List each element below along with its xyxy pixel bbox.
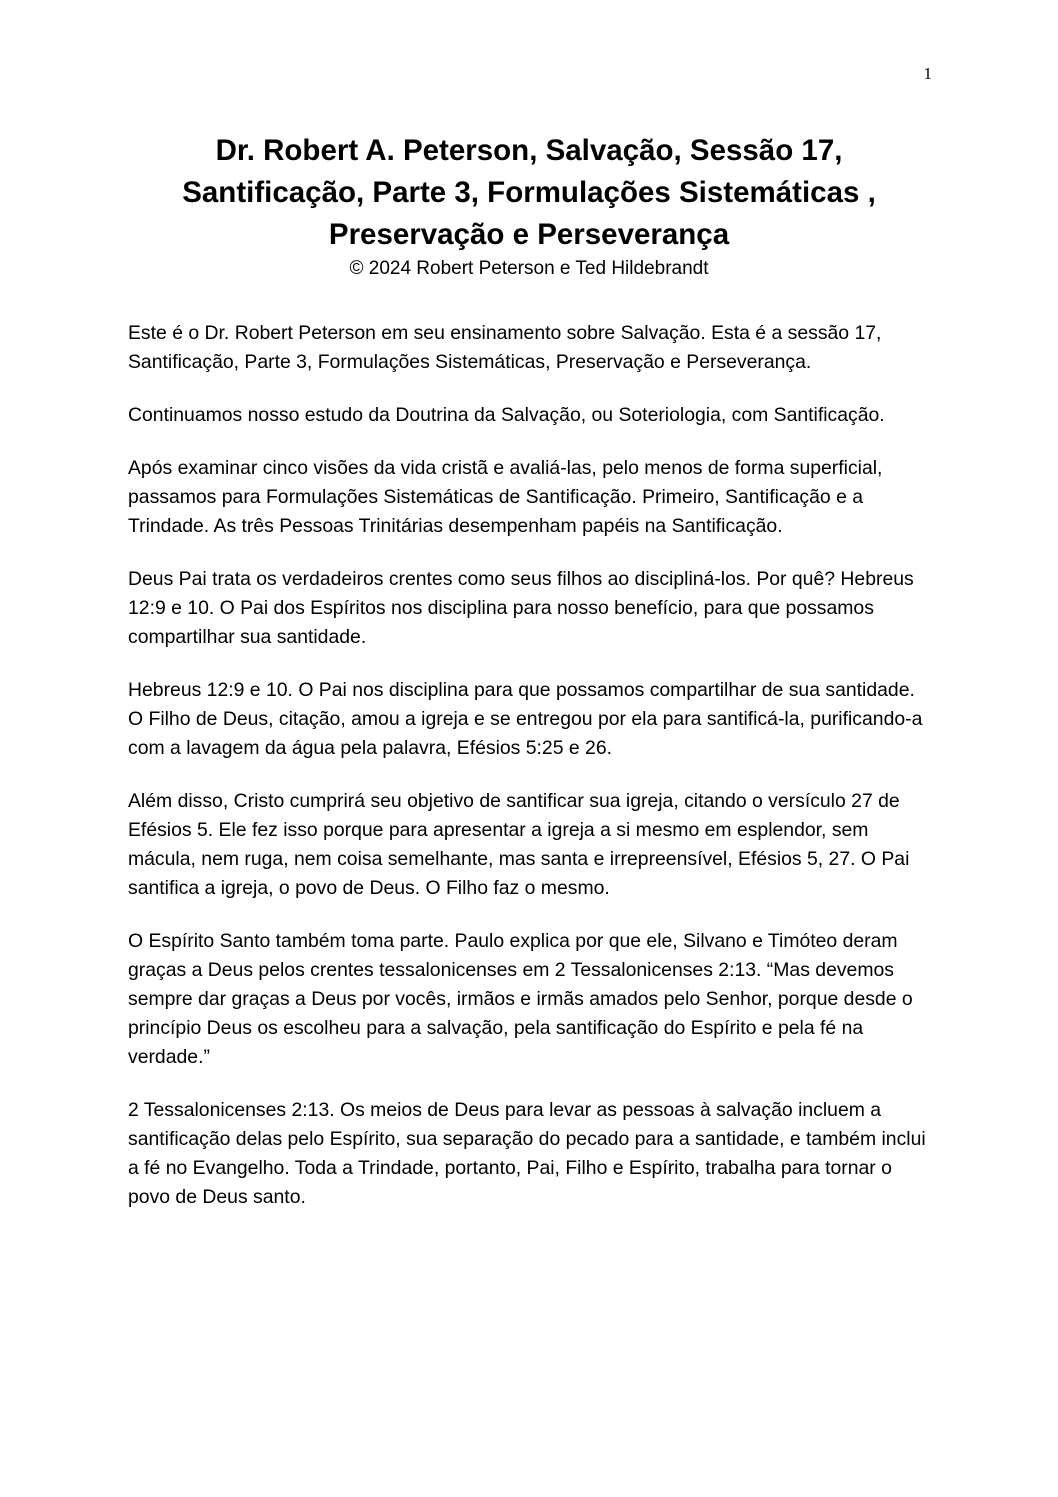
copyright-line: © 2024 Robert Peterson e Ted Hildebrandt	[349, 258, 709, 279]
paragraph: Continuamos nosso estudo da Doutrina da Salvação, ou Soteriologia, com Santificação.	[128, 404, 885, 426]
paragraph: O Espírito Santo também toma parte. Paulo explica por que ele, Silvano e Timóteo deram graças a Deus pelos crentes tessalonicenses em 2 Tessalonicenses 2:13. “Mas devemos sempre dar graças a Deus por vocês, irmãos e irmãs amados pelo Senhor, porque desde o princípio Deus os escolheu para a salvação, pela santificação do Espírito e pela fé na verdade.”	[128, 930, 913, 1068]
title-block	[128, 130, 930, 282]
paragraph: 2 Tessalonicenses 2:13. Os meios de Deus para levar as pessoas à salvação incluem a santificação delas pelo Espírito, sua separação do pecado para a santidade, e também inclui a fé no Evangelho. Toda a Trindade, portanto, Pai, Filho e Espírito, trabalha para tornar o povo de Deus santo.	[128, 1099, 926, 1208]
document-body	[128, 319, 930, 1236]
page-number: 1	[923, 64, 932, 83]
paragraph: Além disso, Cristo cumprirá seu objetivo de santificar sua igreja, citando o versículo 27 de Efésios 5. Ele fez isso porque para apresentar a igreja a si mesmo em esplendor, sem mácula, nem ruga, nem coisa semelhante, mas santa e irrepreensível, Efésios 5, 27. O Pai santifica a igreja, o povo de Deus. O Filho faz o mesmo.	[128, 790, 910, 899]
paragraph: Este é o Dr. Robert Peterson em seu ensinamento sobre Salvação. Esta é a sessão 17, Santificação, Parte 3, Formulações Sistemáticas, Preservação e Perseverança.	[128, 322, 882, 373]
paragraph: Hebreus 12:9 e 10. O Pai nos disciplina para que possamos compartilhar de sua santidade. O Filho de Deus, citação, amou a igreja e se entregou por ela para santificá-la, purificando-a com a lavagem da água pela palavra, Efésios 5:25 e 26.	[128, 679, 923, 759]
document-title: Dr. Robert A. Peterson, Salvação, Sessão 17, Santificação, Parte 3, Formulações Sistemáticas , Preservação e Perseverança	[182, 134, 876, 251]
paragraph: Após examinar cinco visões da vida cristã e avaliá-las, pelo menos de forma superficial, passamos para Formulações Sistemáticas de Santificação. Primeiro, Santificação e a Trindade. As três Pessoas Trinitárias desempenham papéis na Santificação.	[128, 457, 883, 537]
paragraph: Deus Pai trata os verdadeiros crentes como seus filhos ao discipliná-los. Por quê? Hebreus 12:9 e 10. O Pai dos Espíritos nos disciplina para nosso benefício, para que possamos compartilhar sua santidade.	[128, 568, 914, 648]
